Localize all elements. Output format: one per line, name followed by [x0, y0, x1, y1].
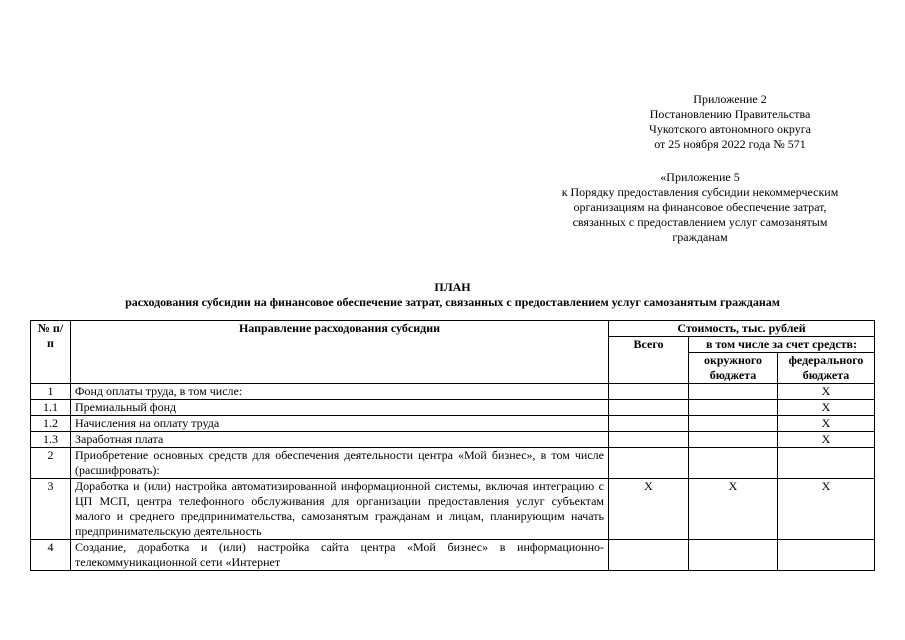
table-row: [31, 432, 875, 448]
row-direction: Создание, доработка и (или) настройка сайта центра «Мой бизнес» в информационно-телекоммуникационной сети «Интернет: [71, 540, 609, 571]
title-main: ПЛАН: [434, 280, 471, 294]
table-row: [31, 479, 875, 540]
appendix-inner-line: организациям на финансовое обеспечение затрат,: [573, 200, 827, 214]
header-federal: федерального бюджета: [778, 353, 875, 384]
row-total: [609, 540, 689, 571]
table-row: [31, 416, 875, 432]
row-federal: X: [778, 400, 875, 416]
row-federal: X: [778, 384, 875, 400]
appendix-inner-line: к Порядку предоставления субсидии некоммерческим: [561, 185, 839, 199]
appendix-line: Постановлению Правительства: [649, 107, 811, 121]
row-num: 4: [31, 540, 71, 571]
row-total: [609, 448, 689, 479]
appendix-header: [600, 92, 860, 152]
row-district: [689, 416, 778, 432]
row-federal: X: [778, 416, 875, 432]
row-num: 1.1: [31, 400, 71, 416]
row-total: [609, 384, 689, 400]
row-federal: [778, 540, 875, 571]
table-row: [31, 384, 875, 400]
row-num: 1: [31, 384, 71, 400]
appendix-line: Чукотского автономного округа: [649, 122, 811, 136]
row-num: 1.2: [31, 416, 71, 432]
row-direction: Заработная плата: [71, 432, 609, 448]
row-federal: X: [778, 432, 875, 448]
row-district: [689, 448, 778, 479]
row-direction: Приобретение основных средств для обеспечения деятельности центра «Мой бизнес», в том числе (расшифровать):: [71, 448, 609, 479]
document-title: [0, 280, 905, 310]
row-num: 3: [31, 479, 71, 540]
appendix-inner-line: «Приложение 5: [660, 170, 740, 184]
row-num: 2: [31, 448, 71, 479]
table-row: [31, 400, 875, 416]
row-total: [609, 400, 689, 416]
appendix-line: от 25 ноября 2022 года № 571: [654, 137, 806, 151]
row-district: X: [689, 479, 778, 540]
table-row: [31, 540, 875, 571]
row-federal: [778, 448, 875, 479]
header-district: окружного бюджета: [689, 353, 778, 384]
row-district: [689, 540, 778, 571]
row-direction: Доработка и (или) настройка автоматизированной информационной системы, включая интеграцию с ЦП МСП, центра телефонного обслуживания для организации предоставления услуг субъектам малого и среднего предпринимательства, самозанятым гражданам и лицам, планирующим начать предпринимательскую деятельность: [71, 479, 609, 540]
row-direction: Начисления на оплату труда: [71, 416, 609, 432]
row-total: X: [609, 479, 689, 540]
header-cost: Стоимость, тыс. рублей: [609, 321, 875, 337]
header-including: в том числе за счет средств:: [689, 337, 875, 353]
appendix-inner: [520, 170, 880, 245]
header-direction: Направление расходования субсидии: [71, 321, 609, 384]
row-total: [609, 432, 689, 448]
row-district: [689, 432, 778, 448]
row-direction: Фонд оплаты труда, в том числе:: [71, 384, 609, 400]
row-district: [689, 384, 778, 400]
row-federal: X: [778, 479, 875, 540]
row-district: [689, 400, 778, 416]
plan-table: [30, 320, 875, 571]
row-total: [609, 416, 689, 432]
title-sub: расходования субсидии на финансовое обеспечение затрат, связанных с предоставлением услуг самозанятым гражданам: [125, 295, 780, 309]
appendix-inner-line: гражданам: [672, 230, 728, 244]
header-total: Всего: [609, 337, 689, 384]
table-row: [31, 448, 875, 479]
row-direction: Премиальный фонд: [71, 400, 609, 416]
header-num: № п/п: [31, 321, 71, 384]
appendix-inner-line: связанных с предоставлением услуг самозанятым: [572, 215, 828, 229]
row-num: 1.3: [31, 432, 71, 448]
appendix-line: Приложение 2: [693, 92, 767, 106]
